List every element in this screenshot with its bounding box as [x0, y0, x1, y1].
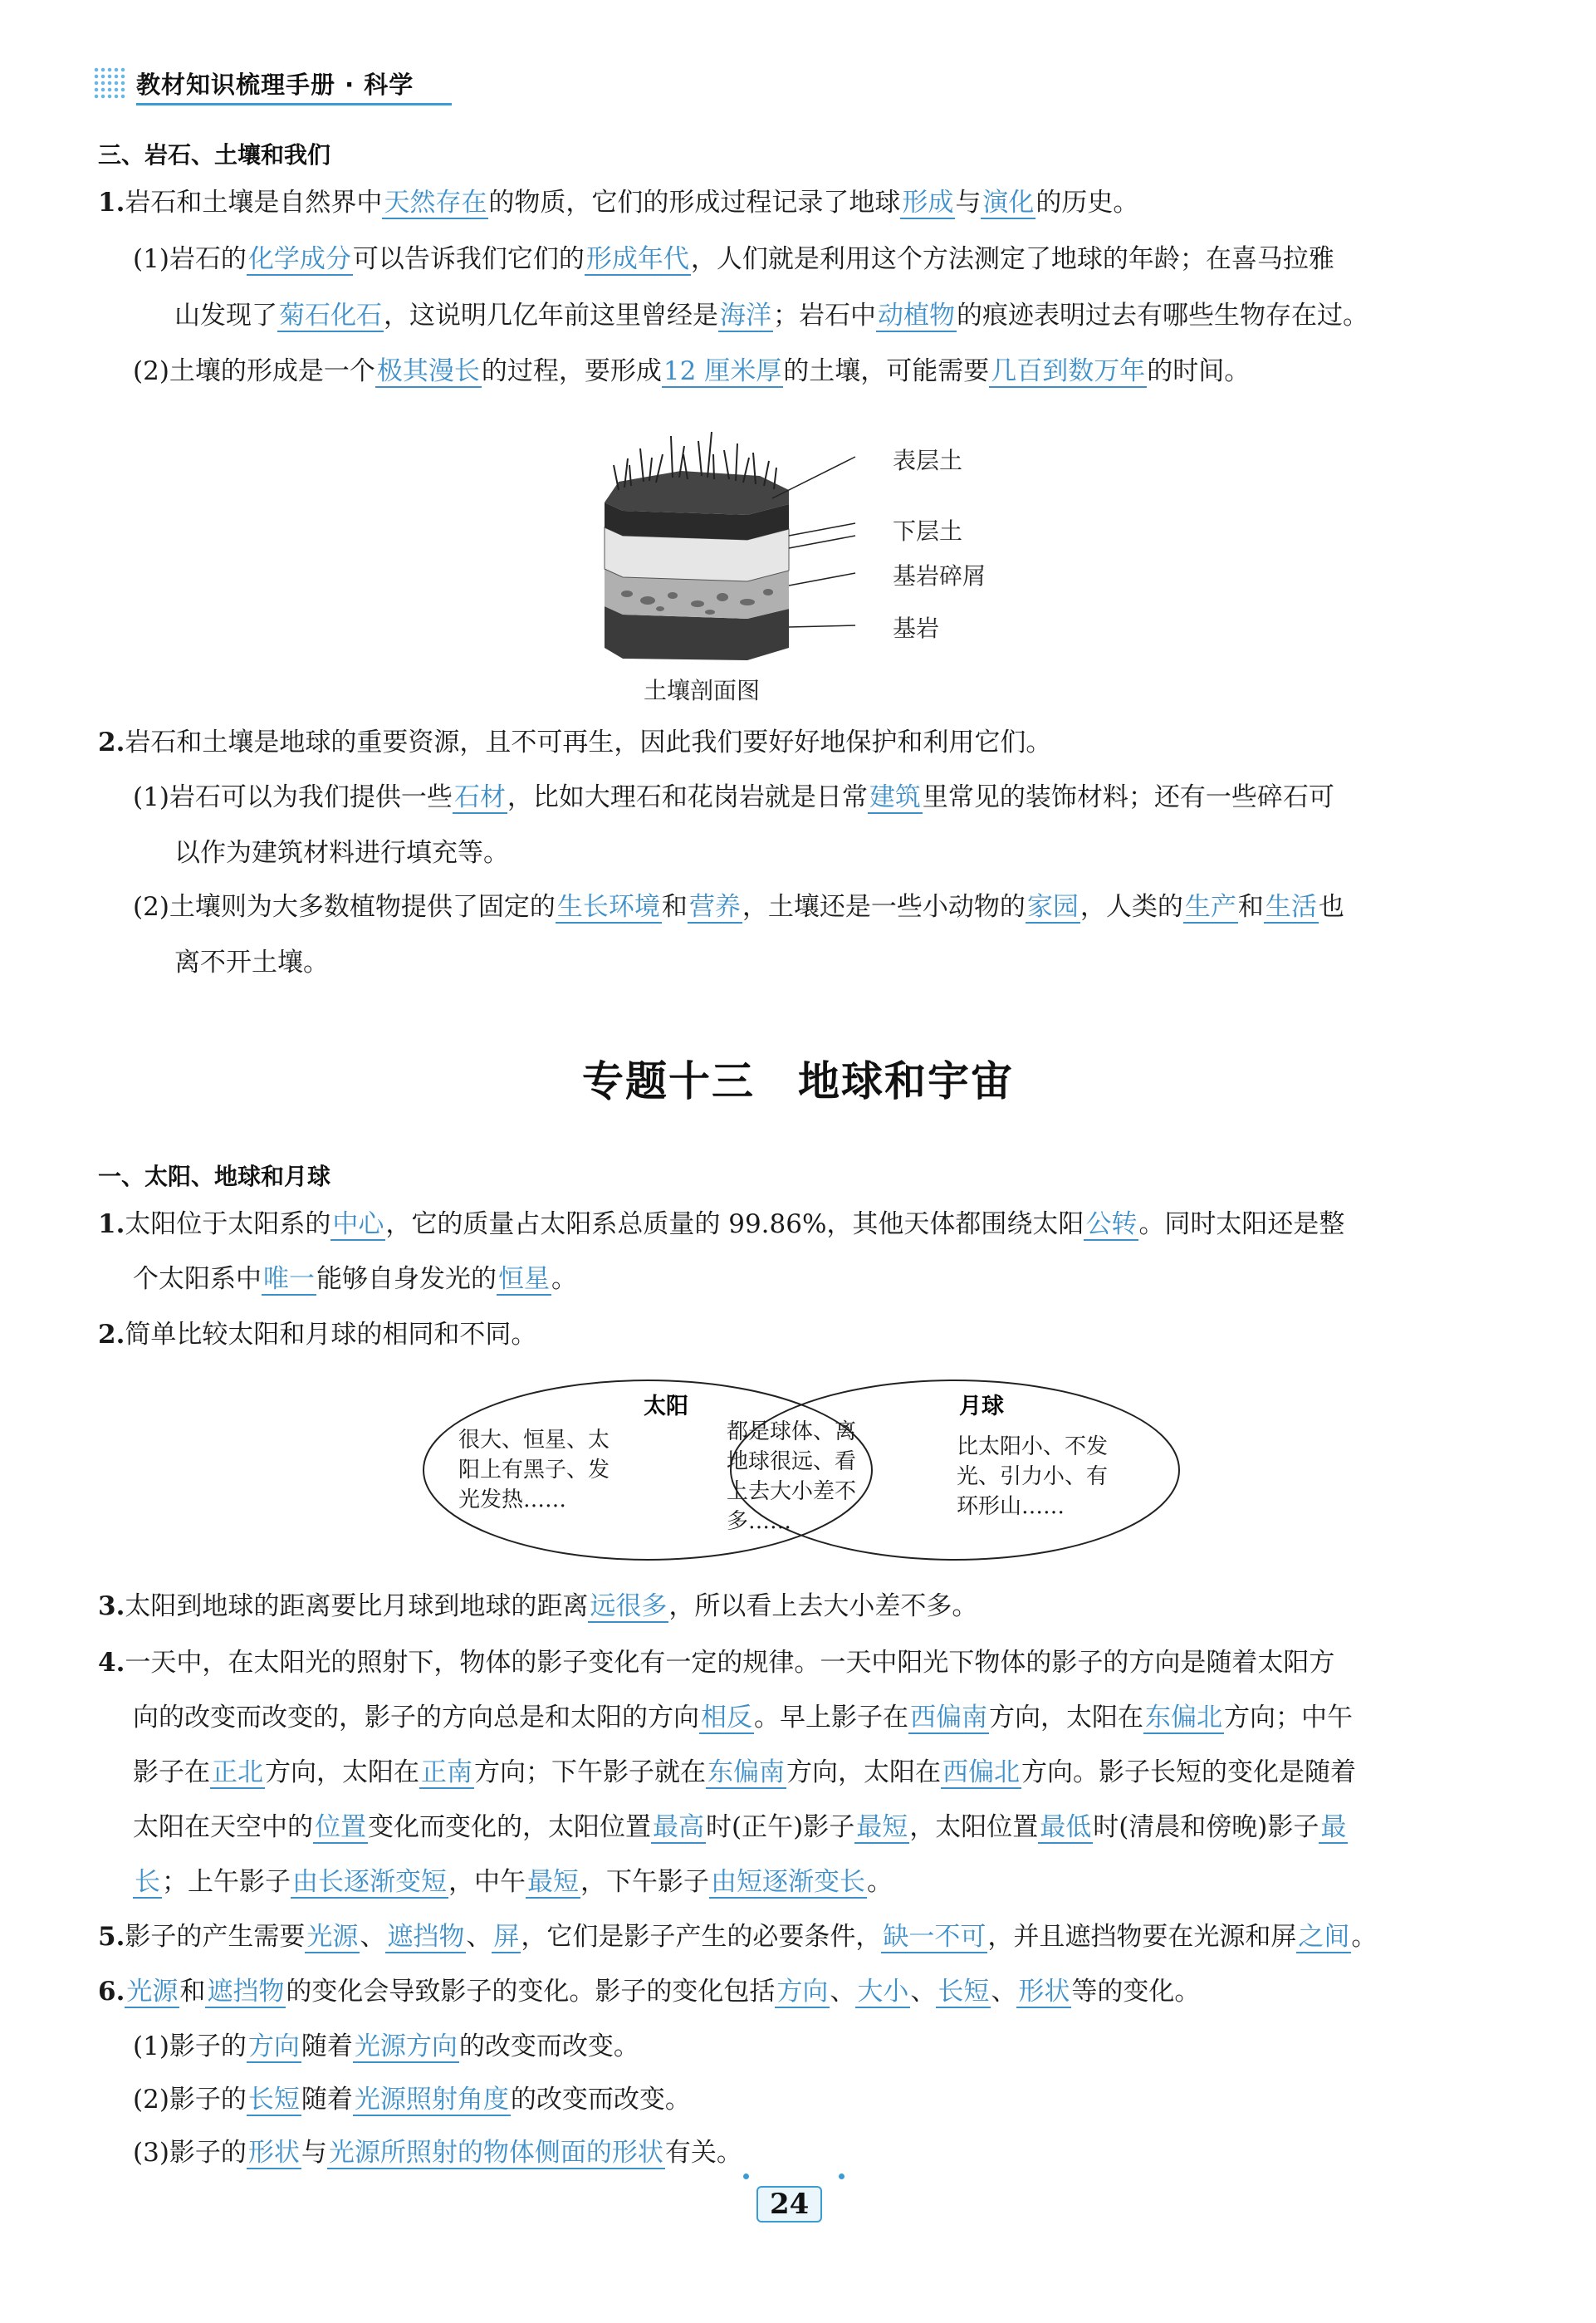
header-underline [136, 103, 452, 105]
answer-blank: 公转 [1085, 1209, 1138, 1239]
answer-blank: 生活 [1265, 892, 1317, 922]
page-number-dot [743, 2174, 749, 2179]
paragraph-sun-4-line1: 4.一天中，在太阳光的照射下，物体的影子变化有一定的规律。一天中阳光下物体的影子的方向是随着太阳方 [98, 1648, 1335, 1678]
paragraph-sun-1-line1: 1.太阳位于太阳系的中心，它的质量占太阳系总质量的 99.86%，其他天体都围绕太阳公转。同时太阳还是整 [98, 1209, 1345, 1239]
answer-blank: 正北 [212, 1757, 263, 1787]
answer-blank: 光源 [126, 1977, 179, 2007]
soil-profile-figure [581, 411, 930, 669]
venn-common-text: 多…… [727, 1509, 792, 1534]
answer-blank: 海洋 [720, 301, 771, 331]
paragraph-sun-5: 5.影子的产生需要光源、遮挡物、屏，它们是影子产生的必要条件，缺一不可，并且遮挡物要在光源和屏之间。 [98, 1922, 1378, 1952]
paragraph-rock-1: 1.岩石和土壤是自然界中天然存在的物质，它们的形成过程记录了地球形成与演化的历史。 [98, 188, 1139, 218]
answer-blank: 长 [135, 1867, 160, 1897]
page-header [93, 58, 450, 106]
answer-blank: 西偏北 [942, 1757, 1020, 1787]
answer-blank: 远很多 [590, 1591, 668, 1621]
paragraph-sun-6: 6.光源和遮挡物的变化会导致影子的变化。影子的变化包括方向、大小、长短、形状等的变化。 [98, 1977, 1201, 2007]
page-number: 24 [756, 2186, 822, 2223]
answer-blank: 天然存在 [384, 188, 487, 218]
answer-blank: 由长逐渐变短 [292, 1867, 447, 1897]
header-title: 教材知识梳理手册 · 科学 [136, 71, 414, 99]
answer-blank: 唯一 [263, 1264, 315, 1294]
answer-blank: 光源所照射的物体侧面的形状 [328, 2138, 663, 2168]
answer-blank: 建筑 [869, 782, 921, 812]
answer-blank: 最高 [653, 1812, 704, 1842]
section-heading-rock-soil: 三、岩石、土壤和我们 [98, 141, 331, 169]
answer-blank: 长短 [247, 2085, 300, 2115]
paragraph-rock-1a-line1: (1)岩石的化学成分可以告诉我们它们的形成年代，人们就是利用这个方法测定了地球的年龄；在喜马拉雅 [133, 244, 1334, 274]
answer-blank: 营养 [688, 892, 741, 922]
answer-blank: 方向 [247, 2031, 300, 2061]
answer-blank: 石材 [453, 782, 506, 812]
soil-label-subsoil: 下层土 [893, 517, 963, 545]
venn-common-text: 都是球体、离 [727, 1419, 857, 1444]
answer-blank: 西偏南 [910, 1703, 987, 1732]
paragraph-rock-1a-line2: 山发现了菊石化石，这说明几亿年前这里曾经是海洋；岩石中动植物的痕迹表明过去有哪些生物存在过。 [174, 301, 1368, 331]
venn-moon-text: 光、引力小、有 [957, 1464, 1109, 1489]
answer-blank: 最短 [856, 1812, 908, 1842]
answer-blank: 形状 [247, 2138, 300, 2168]
venn-common-text: 上去大小差不 [727, 1479, 857, 1504]
answer-blank: 屏 [493, 1922, 520, 1952]
paragraph-sun-6b: (2)影子的长短随着光源照射角度的改变而改变。 [133, 2085, 691, 2115]
paragraph-rock-2b-line1: (2)土壤则为大多数植物提供了固定的生长环境和营养，土壤还是一些小动物的家园，人类的生产和生活也 [133, 892, 1344, 922]
answer-blank: 菊石化石 [279, 301, 382, 331]
answer-blank: 形状 [1018, 1977, 1070, 2007]
paragraph-sun-3: 3.太阳到地球的距离要比月球到地球的距离远很多，所以看上去大小差不多。 [98, 1591, 978, 1621]
answer-blank: 东偏南 [707, 1757, 785, 1787]
answer-blank: 形成 [902, 188, 954, 218]
paragraph-sun-6a: (1)影子的方向随着光源方向的改变而改变。 [133, 2031, 639, 2061]
answer-blank: 演化 [982, 188, 1035, 218]
answer-blank: 光源方向 [354, 2031, 458, 2061]
topsoil-surface [605, 471, 789, 515]
paragraph-rock-2a-line1: (1)岩石可以为我们提供一些石材，比如大理石和花岗岩就是日常建筑里常见的装饰材料；还有一些碎石可 [133, 782, 1334, 812]
venn-common-text: 地球很远、看 [727, 1449, 857, 1474]
soil-label-bedrock: 基岩 [893, 615, 940, 642]
page-number-dot [839, 2174, 845, 2179]
venn-diagram [415, 1370, 1196, 1570]
section-heading-sun-earth-moon: 一、太阳、地球和月球 [98, 1163, 331, 1190]
answer-blank: 相反 [701, 1703, 752, 1732]
answer-blank: 极其漫长 [376, 356, 480, 386]
paragraph-sun-2: 2.简单比较太阳和月球的相同和不同。 [98, 1320, 537, 1350]
answer-blank: 家园 [1026, 892, 1079, 922]
answer-blank: 大小 [857, 1977, 909, 2007]
venn-moon-text: 环形山…… [957, 1494, 1065, 1519]
answer-blank: 最 [1320, 1812, 1347, 1842]
answer-blank: 光源照射角度 [354, 2085, 509, 2115]
venn-sun-text: 阳上有黑子、发 [458, 1458, 610, 1483]
answer-blank: 位置 [315, 1812, 366, 1842]
soil-label-debris: 基岩碎屑 [893, 562, 986, 590]
paragraph-rock-2: 2.岩石和土壤是地球的重要资源，且不可再生，因此我们要好好地保护和利用它们。 [98, 728, 1052, 757]
header-dot-pattern [93, 66, 126, 100]
paragraph-sun-6c: (3)影子的形状与光源所照射的物体侧面的形状有关。 [133, 2138, 742, 2168]
venn-moon-text: 比太阳小、不发 [957, 1434, 1109, 1459]
paragraph-rock-1b: (2)土壤的形成是一个极其漫长的过程，要形成12 厘米厚的土壤，可能需要几百到数万年的时间。 [133, 356, 1251, 386]
paragraph-sun-4-line2: 向的改变而改变的，影子的方向总是和太阳的方向相反。早上影子在西偏南方向，太阳在东偏北方向；中午 [133, 1703, 1353, 1732]
paragraph-sun-1-line2: 个太阳系中唯一能够自身发光的恒星。 [133, 1264, 577, 1294]
answer-blank: 最低 [1040, 1812, 1092, 1842]
answer-blank: 由短逐渐变长 [711, 1867, 865, 1897]
figure-caption: 土壤剖面图 [644, 677, 761, 704]
answer-blank: 方向 [776, 1977, 829, 2007]
chapter-title: 专题十三 地球和宇宙 [582, 1057, 1014, 1105]
answer-blank: 正南 [421, 1757, 472, 1787]
answer-blank: 生长环境 [556, 892, 660, 922]
venn-sun-text: 光发热…… [458, 1487, 567, 1512]
paragraph-rock-2b-line2: 离不开土壤。 [174, 948, 329, 978]
answer-blank: 遮挡物 [207, 1977, 285, 2007]
paragraph-sun-4-line4: 太阳在天空中的位置变化而变化的，太阳位置最高时(正午)影子最短，太阳位置最低时(清晨和傍晚)影子最 [133, 1812, 1347, 1842]
answer-blank: 化学成分 [247, 244, 351, 274]
soil-label-topsoil: 表层土 [893, 447, 963, 474]
answer-blank: 中心 [332, 1209, 384, 1239]
answer-blank: 缺一不可 [883, 1922, 986, 1952]
answer-blank: 东偏北 [1145, 1703, 1222, 1732]
paragraph-rock-2a-line2: 以作为建筑材料进行填充等。 [174, 838, 509, 868]
answer-blank: 长短 [938, 1977, 990, 2007]
answer-blank: 12 厘米厚 [663, 356, 782, 386]
venn-sun-title: 太阳 [644, 1394, 688, 1419]
answer-blank: 形成年代 [585, 244, 689, 274]
paragraph-sun-4-line3: 影子在正北方向，太阳在正南方向；下午影子就在东偏南方向，太阳在西偏北方向。影子长短的变化是随着 [133, 1757, 1356, 1787]
answer-blank: 最短 [527, 1867, 579, 1897]
paragraph-sun-4-line5: 长；上午影子由长逐渐变短，中午最短，下午影子由短逐渐变长。 [135, 1867, 893, 1897]
venn-sun-text: 很大、恒星、太 [458, 1428, 610, 1453]
answer-blank: 光源 [306, 1922, 359, 1952]
venn-moon-title: 月球 [959, 1394, 1004, 1419]
answer-blank: 之间 [1298, 1922, 1350, 1952]
answer-blank: 几百到数万年 [991, 356, 1146, 386]
answer-blank: 生产 [1184, 892, 1236, 922]
answer-blank: 遮挡物 [387, 1922, 465, 1952]
answer-blank: 动植物 [878, 301, 955, 331]
answer-blank: 恒星 [498, 1264, 550, 1294]
